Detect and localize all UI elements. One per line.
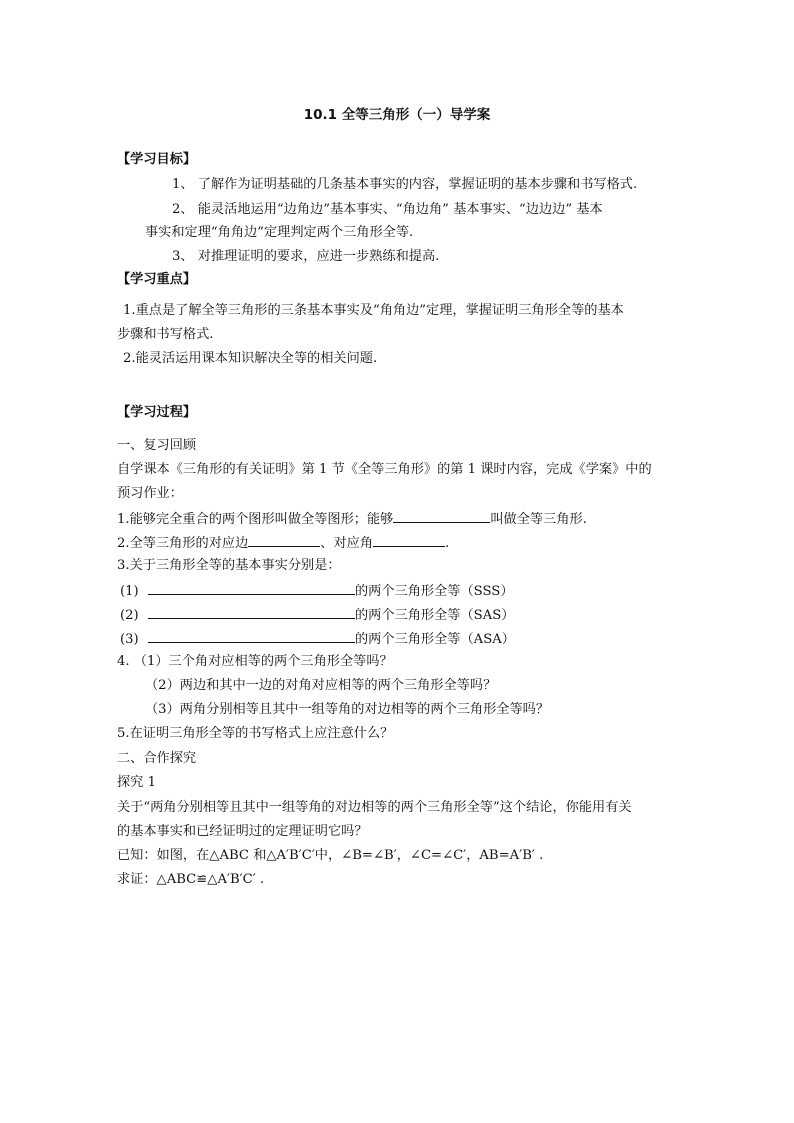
answer-blank[interactable] <box>373 533 445 547</box>
question-1 <box>117 509 587 529</box>
question-3-item-1 <box>120 581 514 601</box>
question-4-1: 4. （1）三个角对应相等的两个三角形全等吗？ <box>117 654 393 669</box>
explore-heading: 二、合作探究 <box>117 751 197 766</box>
item-suffix: 的两个三角形全等（SAS） <box>355 608 515 623</box>
question-5: 5.在证明三角形全等的书写格式上应注意什么？ <box>117 726 394 741</box>
answer-blank[interactable] <box>248 533 320 547</box>
given-statement: 已知：如图，在△ABC 和△A′B′C′中，∠B=∠B′，∠C=∠C′，AB=A′B′ . <box>117 848 544 863</box>
explore-1-line-2: 的基本事实和已经证明过的定理证明它吗？ <box>117 824 368 839</box>
key-point-1-line-2: 步骤和书写格式. <box>117 327 214 342</box>
answer-blank[interactable] <box>148 605 355 619</box>
question-1-text: 1.能够完全重合的两个图形叫做全等图形；能够 <box>117 512 394 527</box>
objective-item-2-line-1: 2、 能灵活地运用“边角边”基本事实、“角边角” 基本事实、“边边边” 基本 <box>172 202 603 217</box>
answer-blank[interactable] <box>393 509 490 523</box>
document-title: 10.1 全等三角形（一）导学案 <box>303 107 491 123</box>
answer-blank[interactable] <box>148 581 355 595</box>
review-intro-line-2: 预习作业： <box>117 486 183 501</box>
question-4-3: （3）两角分别相等且其中一组等角的对边相等的两个三角形全等吗？ <box>145 702 550 717</box>
objective-item-3: 3、 对推理证明的要求，应进一步熟练和提高. <box>172 249 440 264</box>
item-number: (3) <box>120 632 139 647</box>
question-3: 3.关于三角形全等的基本事实分别是： <box>117 558 341 573</box>
prove-statement: 求证：△ABC≌△A′B′C′ . <box>117 872 265 887</box>
explore-1-line-1: 关于“两角分别相等且其中一组等角的对边相等的两个三角形全等”这个结论，你能用有关 <box>117 800 632 815</box>
question-2 <box>117 533 449 553</box>
question-3-item-2 <box>120 605 514 625</box>
objective-item-2-line-2: 事实和定理“角角边”定理判定两个三角形全等. <box>145 225 414 240</box>
item-suffix: 的两个三角形全等（SSS） <box>355 584 514 599</box>
review-heading: 一、复习回顾 <box>117 438 197 453</box>
key-point-1-line-1: 1.重点是了解全等三角形的三条基本事实及“角角边”定理，掌握证明三角形全等的基本 <box>123 303 624 318</box>
question-2-text: 2.全等三角形的对应边 <box>117 536 249 551</box>
objectives-heading: 【学习目标】 <box>117 152 197 167</box>
question-3-item-3 <box>120 629 515 649</box>
item-number: (2) <box>120 608 139 623</box>
review-intro-line-1: 自学课本《三角形的有关证明》第 1 节《全等三角形》的第 1 课时内容，完成《学案》中的 <box>117 462 652 477</box>
question-1-text-end: 叫做全等三角形. <box>490 512 587 527</box>
question-2-text-mid: 、对应角 <box>320 536 374 551</box>
objective-item-1: 1、 了解作为证明基础的几条基本事实的内容，掌握证明的基本步骤和书写格式. <box>172 177 638 192</box>
process-heading: 【学习过程】 <box>117 405 197 420</box>
key-point-2: 2.能灵活运用课本知识解决全等的相关问题. <box>123 351 378 366</box>
item-number: (1) <box>120 584 139 599</box>
item-suffix: 的两个三角形全等（ASA） <box>355 632 515 647</box>
explore-1-label: 探究 1 <box>117 775 156 790</box>
key-points-heading: 【学习重点】 <box>117 272 197 287</box>
answer-blank[interactable] <box>148 629 355 643</box>
question-4-2: （2）两边和其中一边的对角对应相等的两个三角形全等吗？ <box>145 678 497 693</box>
question-2-text-end: . <box>445 536 450 551</box>
